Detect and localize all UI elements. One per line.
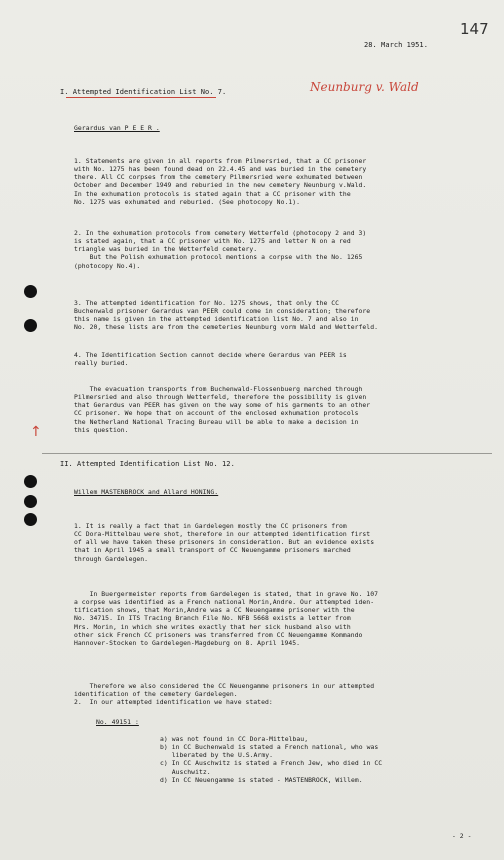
punch-hole — [24, 513, 37, 526]
section-1-para-2: 2. In the exhumation protocols from cemetery Wetterfeld (photocopy 2 and 3) is stated again, that a CC prisoner with No. 1275 and letter N on a red triangle was buried in the Wetterfeld cemetery. But the Polish exhumation protocol mentions a corpse with the No. 1265 (photocopy No.4). — [74, 228, 367, 270]
section-divider — [42, 453, 492, 454]
prisoner-items-list: a) was not found in CC Dora-Mittelbau, b) in CC Buchenwald is stated a French national, who was liberated by the U.S.Army. c) In CC Auschwitz is stated a French Jew, who died in CC Auschwitz. d) In CC Neuengamme is stated - MASTENBROCK, Willem. — [160, 734, 383, 785]
section-2-para-1: 1. It is really a fact that in Gardelegen mostly the CC prisoners from CC Dora-Mittelbau were shot, therefore in our attempted identification first of all we have taken these prisoners in consideration. But an evidence exists that in April 1945 a small transport of CC Neuengamme prisoners marched through Gardelegen. — [74, 521, 375, 563]
section-1-para-1: 1. Statements are given in all reports from Pilmersried, that a CC prisoner with No. 1275 has been found dead on 22.4.45 and was buried in the cemetery there. All CC corpses from the cemetery Pilmersried were exhumated between October and December 1949 and reburied in the new cemetery Neunburg v.Wald. In the exhumation protocols is stated again that a CC prisoner with the No. 1275 was exhumated and reburied. (See photocopy No.1). — [74, 156, 367, 207]
section-1-para-4: 4. The Identification Section cannot decide where Gerardus van PEER is really buried. — [74, 350, 347, 367]
document-date: 28. March 1951. — [364, 41, 428, 49]
red-underline-mark — [66, 97, 216, 98]
prisoner-number-label: No. 49151 : — [96, 718, 139, 726]
punch-hole — [24, 319, 37, 332]
section-1-para-3: 3. The attempted identification for No. 1275 shows, that only the CC Buchenwald prisoner Gerardus van PEER could come in consideration; therefore this name is given in the attempted identification list No. 7 and also in No. 20, these lists are from the cemeteries Neunburg vorm Wald and Wetterfeld. — [74, 298, 379, 332]
section-1-person: Gerardus van P E E R . — [74, 124, 160, 132]
red-arrow-mark: ↑ — [30, 424, 42, 440]
section-1-heading: I. Attempted Identification List No. 7. — [60, 88, 227, 96]
section-2-persons: Willem MASTENBROCK and Allard HONING. — [74, 488, 219, 496]
punch-hole — [24, 285, 37, 298]
section-1-para-5: The evacuation transports from Buchenwald-Flossenbuerg marched through Pilmersried and also through Wetterfeld, therefore the possibility is given that Gerardus van PEER has given on the way some of his garments to an other CC prisoner. We hope that on account of the enclosed exhumation protocols the Netherland National Tracing Bureau will be able to make a decision in this question. — [74, 384, 371, 435]
section-2-para-4: 2. In our attempted identification we have stated: — [74, 698, 273, 706]
punch-hole — [24, 495, 37, 508]
handwritten-page-number: 147 — [460, 20, 489, 38]
handwritten-margin-note: Neunburg v. Wald — [310, 80, 419, 94]
section-2-heading: II. Attempted Identification List No. 12. — [60, 460, 235, 468]
punch-hole — [24, 475, 37, 488]
section-2-para-3: Therefore we also considered the CC Neuengamme prisoners in our attempted identification of the cemetery Gardelegen. — [74, 681, 375, 698]
footer-page-number: - 2 - — [452, 832, 472, 840]
section-2-para-2: In Buergermeister reports from Gardelegen is stated, that in grave No. 107 a corpse was identified as a French national Morin,Andre. Our attempted iden- tification shows, that Morin,Andre was a CC Neuengamme prisoner with the No. 34715. In ITS Tracing Branch File No. NFB 5668 exists a letter from Mrs. Morin, in which she writes exactly that her sick husband also with other sick French CC prisoners was transferred from CC Neuengamme Kommando Hannover-Stocken to Gardelegen-Magdeburg on 8. April 1945. — [74, 589, 379, 648]
